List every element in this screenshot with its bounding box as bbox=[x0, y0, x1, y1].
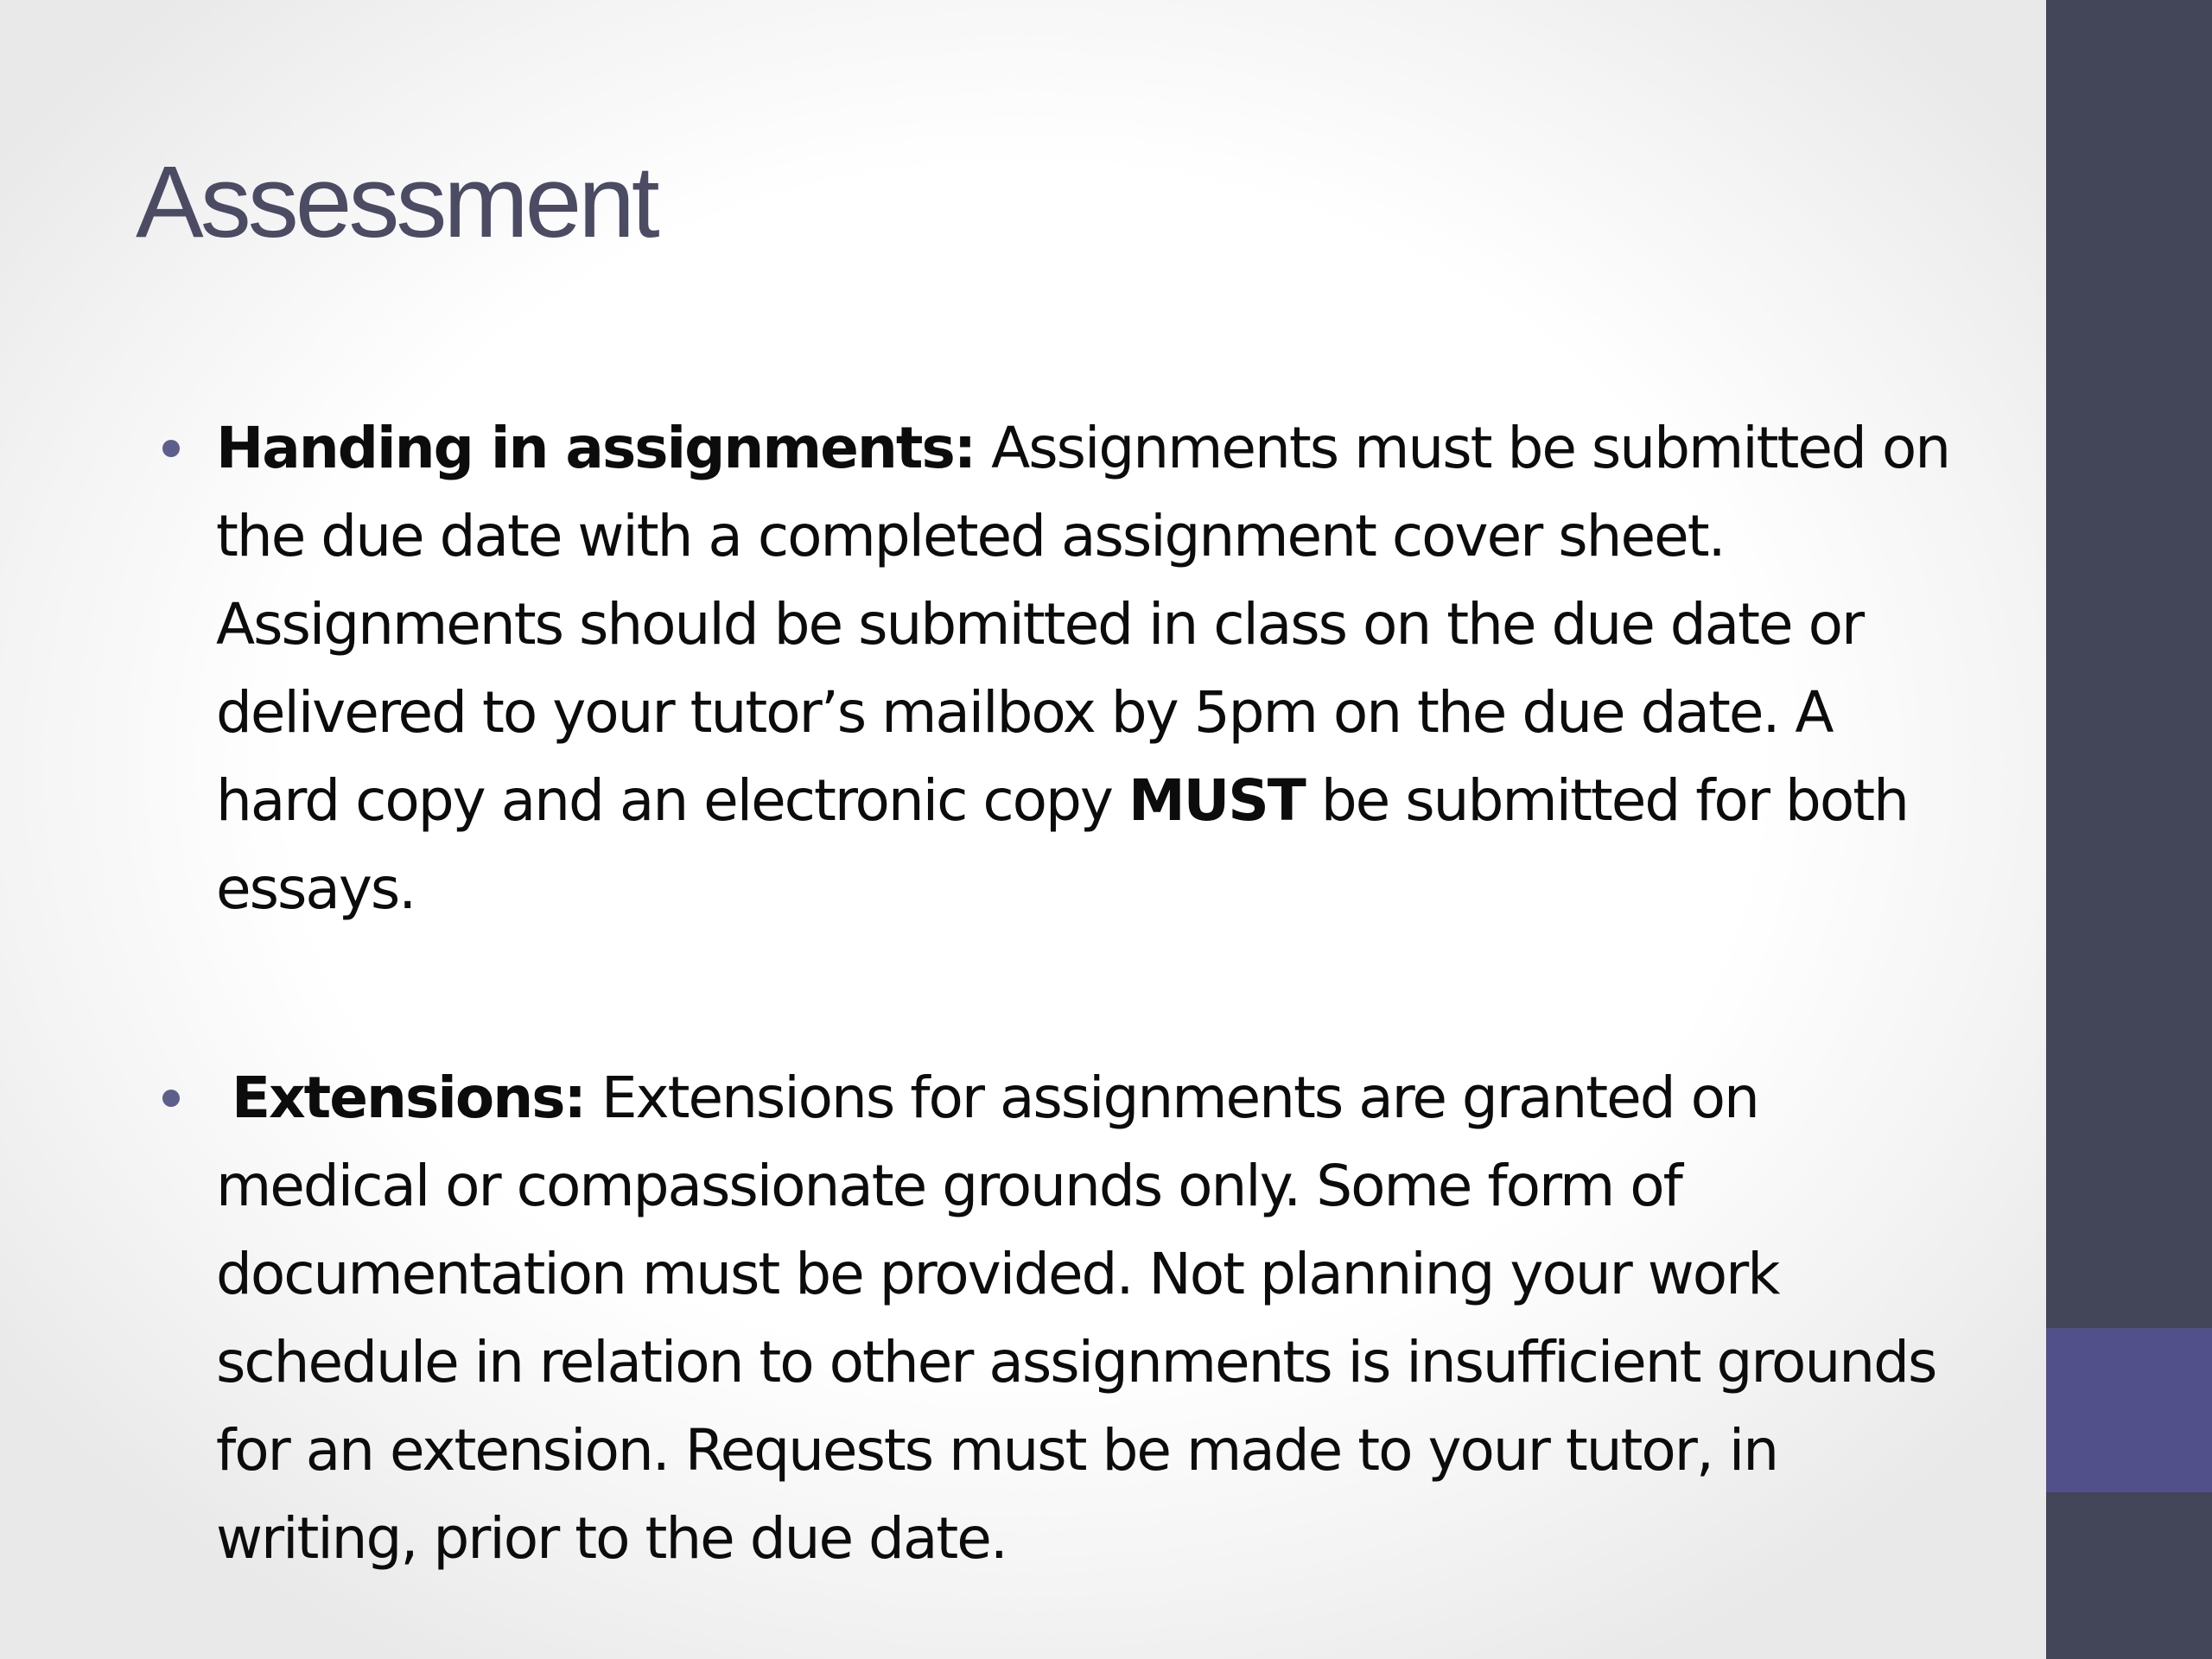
bullet-dot-icon bbox=[162, 1090, 180, 1107]
slide-title: Assessment bbox=[136, 145, 657, 259]
bullet-dot-icon bbox=[162, 440, 180, 457]
bullet-text: Assignments must be submitted on the due date with a completed assignment cover sheet. Assignments should be submitted in class on the due date or delivered to your tutor’s mailbox by 5pm on the due date. A hard copy and an electronic copy bbox=[216, 415, 1950, 834]
bullet-text-end: be submitted for both essays. bbox=[216, 767, 1908, 922]
bullet-emphasis: MUST bbox=[1128, 767, 1305, 834]
bullet-heading: Handing in assignments: bbox=[216, 415, 976, 481]
bullet-list bbox=[216, 404, 1970, 1583]
bullet-extensions bbox=[216, 1054, 1970, 1583]
bullet-text: Extensions for assignments are granted on medical or compassionate grounds only. Some form of documentation must be provided. Not planning your work schedule in relation to other assignments is insufficient grounds for an extension. Requests must be made to your tutor, in writing, prior to the due date. bbox=[216, 1065, 1936, 1572]
bullet-heading: Extensions: bbox=[232, 1065, 585, 1131]
bullet-handing-in bbox=[216, 404, 1970, 933]
side-accent-block bbox=[2046, 1328, 2212, 1492]
